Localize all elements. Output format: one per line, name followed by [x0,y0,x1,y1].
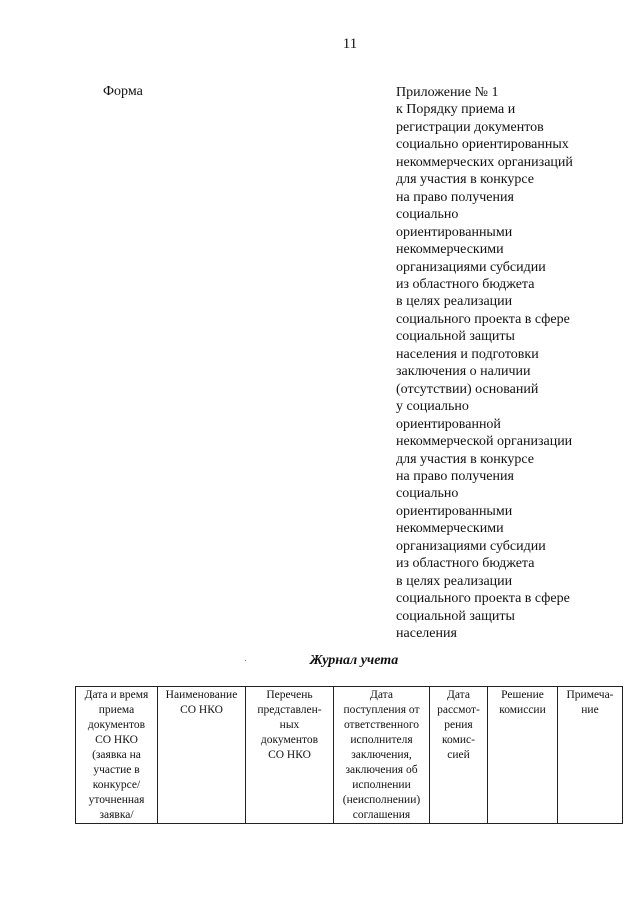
appendix-line: некоммерческой организации [396,434,573,450]
appendix-line: к Порядку приема и [396,102,516,118]
journal-table [75,686,623,824]
journal-title: Журнал учета [309,653,399,668]
appendix-line: социальной защиты [396,608,515,624]
appendix-title: Приложение № 1 [396,85,499,100]
appendix-line: социального проекта в сфере [396,311,570,327]
appendix-line: из областного бюджета [396,276,535,292]
appendix-block [396,84,636,643]
journal-header-row [76,687,623,824]
column-header-commission-decision: Решение комиссии [488,687,558,824]
appendix-line: некоммерческих организаций [396,154,573,170]
appendix-line: из областного бюджета [396,556,535,572]
appendix-line: на право получения [396,189,514,205]
appendix-line: в целях реализации [396,294,513,310]
appendix-line: у социально [396,399,469,415]
column-header-date-received: Дата и время приема документов СО НКО (заявка на участие в конкурсе/ уточненная заявка/ [76,687,158,824]
appendix-line: ориентированными [396,224,513,240]
appendix-text [396,101,636,642]
appendix-line: ориентированными [396,503,513,519]
appendix-line: социально [396,486,459,502]
appendix-line: некоммерческими [396,521,504,537]
appendix-line: для участия в конкурсе [396,451,534,467]
appendix-line: в целях реализации [396,573,513,589]
appendix-line: некоммерческими [396,242,504,258]
appendix-line: ориентированной [396,416,501,432]
appendix-line: социального проекта в сфере [396,591,570,607]
form-label: Форма [103,84,143,99]
appendix-line: социальной защиты [396,329,515,345]
appendix-line: населения и подготовки [396,346,539,362]
column-header-documents-list: Перечень представлен- ных документов СО НКО [246,687,334,824]
column-header-nko-name: Наименование СО НКО [158,687,246,824]
appendix-line: (отсутствии) оснований [396,381,539,397]
appendix-line: социально [396,207,459,223]
appendix-line: для участия в конкурсе [396,172,534,188]
appendix-line: организациями субсидии [396,538,546,554]
column-header-conclusion-date: Дата поступления от ответственного исполнителя заключения, заключения об исполнении (неисполнении) соглашения [334,687,430,824]
appendix-line: на право получения [396,468,514,484]
appendix-line: заключения о наличии [396,364,531,380]
page-number: 11 [342,36,358,52]
appendix-line: социально ориентированных [396,137,569,153]
column-header-note: Примеча- ние [558,687,623,824]
column-header-review-date: Дата рассмот- рения комис- сией [430,687,488,824]
appendix-line: населения [396,626,457,642]
appendix-line: регистрации документов [396,119,544,135]
appendix-line: организациями субсидии [396,259,546,275]
